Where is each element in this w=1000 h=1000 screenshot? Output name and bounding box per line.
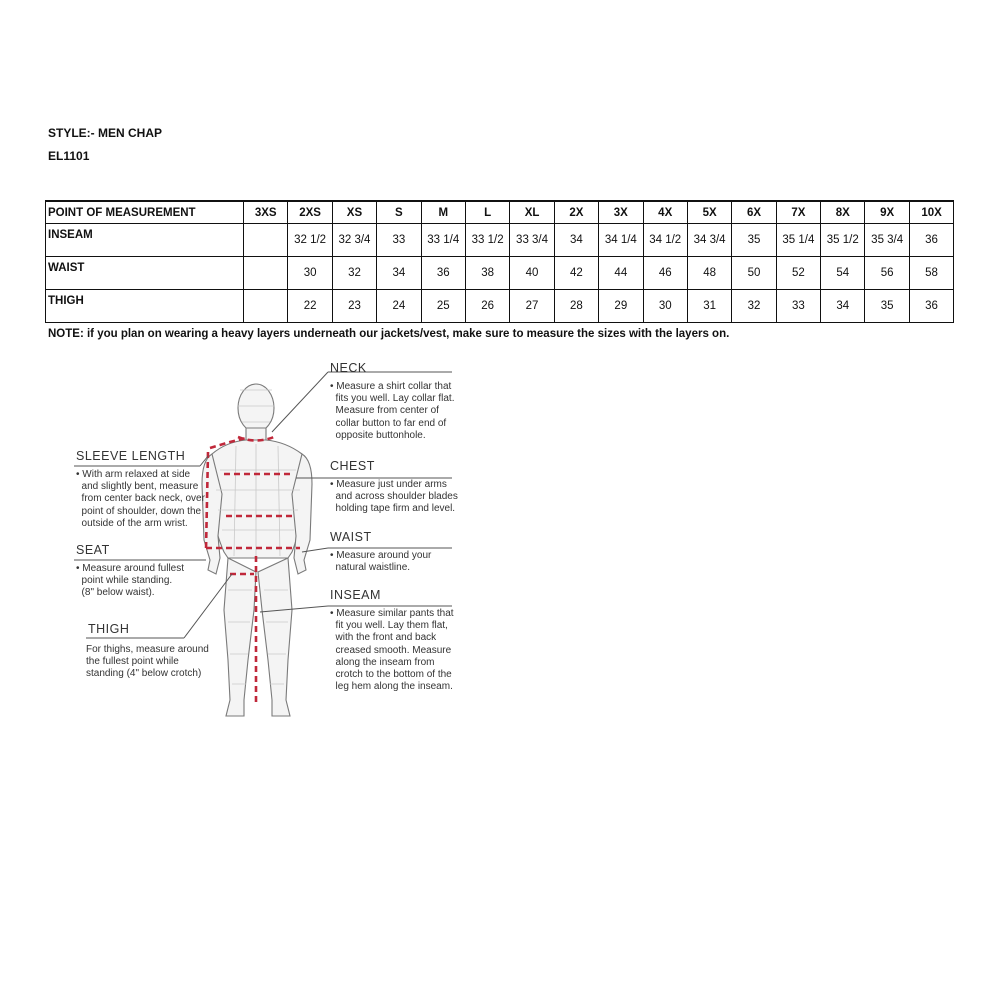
chest-title: CHEST (330, 459, 375, 473)
waist-text: • Measure around your natural waistline. (330, 550, 432, 574)
sleeve-length-title: SLEEVE LENGTH (76, 449, 186, 463)
table-cell: 32 3/4 (332, 224, 376, 257)
table-cell: 35 (865, 290, 909, 323)
column-header-size: 10X (909, 201, 953, 224)
table-cell: 32 (732, 290, 776, 323)
table-cell: 50 (732, 257, 776, 290)
row-label: WAIST (46, 257, 244, 290)
table-cell: 46 (643, 257, 687, 290)
inseam-text: • Measure similar pants that fit you well. Lay them flat, with the front and back creased smooth. Measure along the inseam from crotch to the bottom of the leg hem along the inseam. (330, 608, 454, 693)
table-cell: 33 1/2 (465, 224, 509, 257)
table-cell: 35 (732, 224, 776, 257)
table-cell: 33 3/4 (510, 224, 554, 257)
table-cell: 32 (332, 257, 376, 290)
table-cell: 35 3/4 (865, 224, 909, 257)
column-header-size: S (377, 201, 421, 224)
table-cell: 27 (510, 290, 554, 323)
table-row (46, 224, 954, 257)
column-header-size: 8X (821, 201, 865, 224)
table-cell: 32 1/2 (288, 224, 332, 257)
measurement-guide (60, 360, 460, 735)
column-header-size: XL (510, 201, 554, 224)
column-header-size: 3XS (244, 201, 288, 224)
table-cell: 26 (465, 290, 509, 323)
table-cell: 35 1/4 (776, 224, 820, 257)
column-header-size: 7X (776, 201, 820, 224)
table-cell: 34 (821, 290, 865, 323)
table-cell: 23 (332, 290, 376, 323)
table-cell: 52 (776, 257, 820, 290)
column-header-measurement: POINT OF MEASUREMENT (46, 201, 244, 224)
table-cell: 42 (554, 257, 598, 290)
table-cell: 35 1/2 (821, 224, 865, 257)
table-cell: 34 1/2 (643, 224, 687, 257)
table-cell: 34 (554, 224, 598, 257)
seat-title: SEAT (76, 543, 110, 557)
thigh-title: THIGH (88, 622, 130, 636)
table-row (46, 290, 954, 323)
table-cell: 33 (776, 290, 820, 323)
table-cell: 33 1/4 (421, 224, 465, 257)
table-cell (244, 224, 288, 257)
neck-text: • Measure a shirt collar that fits you well. Lay collar flat. Measure from center of collar button to far end of opposite buttonhole. (330, 381, 455, 441)
table-cell: 36 (421, 257, 465, 290)
style-title: STYLE:- MEN CHAP (48, 126, 162, 140)
column-header-size: L (465, 201, 509, 224)
column-header-size: 5X (687, 201, 731, 224)
waist-title: WAIST (330, 530, 372, 544)
table-cell: 33 (377, 224, 421, 257)
table-cell: 34 (377, 257, 421, 290)
column-header-size: 9X (865, 201, 909, 224)
table-cell: 22 (288, 290, 332, 323)
table-cell: 58 (909, 257, 953, 290)
table-cell: 40 (510, 257, 554, 290)
inseam-title: INSEAM (330, 588, 381, 602)
table-cell: 28 (554, 290, 598, 323)
table-cell: 34 3/4 (687, 224, 731, 257)
table-row (46, 257, 954, 290)
table-cell: 36 (909, 290, 953, 323)
column-header-size: 3X (599, 201, 643, 224)
chest-text: • Measure just under arms and across shoulder blades holding tape firm and level. (330, 479, 458, 515)
layering-note: NOTE: if you plan on wearing a heavy layers underneath our jackets/vest, make sure to measure the sizes with the layers on. (48, 328, 730, 340)
column-header-size: 2X (554, 201, 598, 224)
table-cell: 54 (821, 257, 865, 290)
table-cell: 48 (687, 257, 731, 290)
table-cell: 25 (421, 290, 465, 323)
neck-title: NECK (330, 361, 367, 375)
table-header-row (46, 201, 954, 224)
table-cell: 30 (643, 290, 687, 323)
thigh-text: For thighs, measure around the fullest point while standing (4" below crotch) (86, 644, 209, 680)
table-cell: 36 (909, 224, 953, 257)
column-header-size: M (421, 201, 465, 224)
column-header-size: 4X (643, 201, 687, 224)
style-code: EL1101 (48, 149, 90, 163)
size-chart-table (45, 200, 954, 323)
column-header-size: 2XS (288, 201, 332, 224)
row-label: THIGH (46, 290, 244, 323)
table-cell: 31 (687, 290, 731, 323)
table-cell (244, 257, 288, 290)
column-header-size: 6X (732, 201, 776, 224)
table-cell: 44 (599, 257, 643, 290)
row-label: INSEAM (46, 224, 244, 257)
table-cell: 56 (865, 257, 909, 290)
table-cell: 30 (288, 257, 332, 290)
table-cell: 38 (465, 257, 509, 290)
table-cell (244, 290, 288, 323)
table-cell: 24 (377, 290, 421, 323)
seat-text: • Measure around fullest point while standing. (8" below waist). (76, 563, 185, 599)
table-cell: 34 1/4 (599, 224, 643, 257)
column-header-size: XS (332, 201, 376, 224)
sleeve-length-text: • With arm relaxed at side and slightly bent, measure from center back neck, over point of shoulder, down the outside of the arm wrist. (76, 469, 205, 529)
table-cell: 29 (599, 290, 643, 323)
